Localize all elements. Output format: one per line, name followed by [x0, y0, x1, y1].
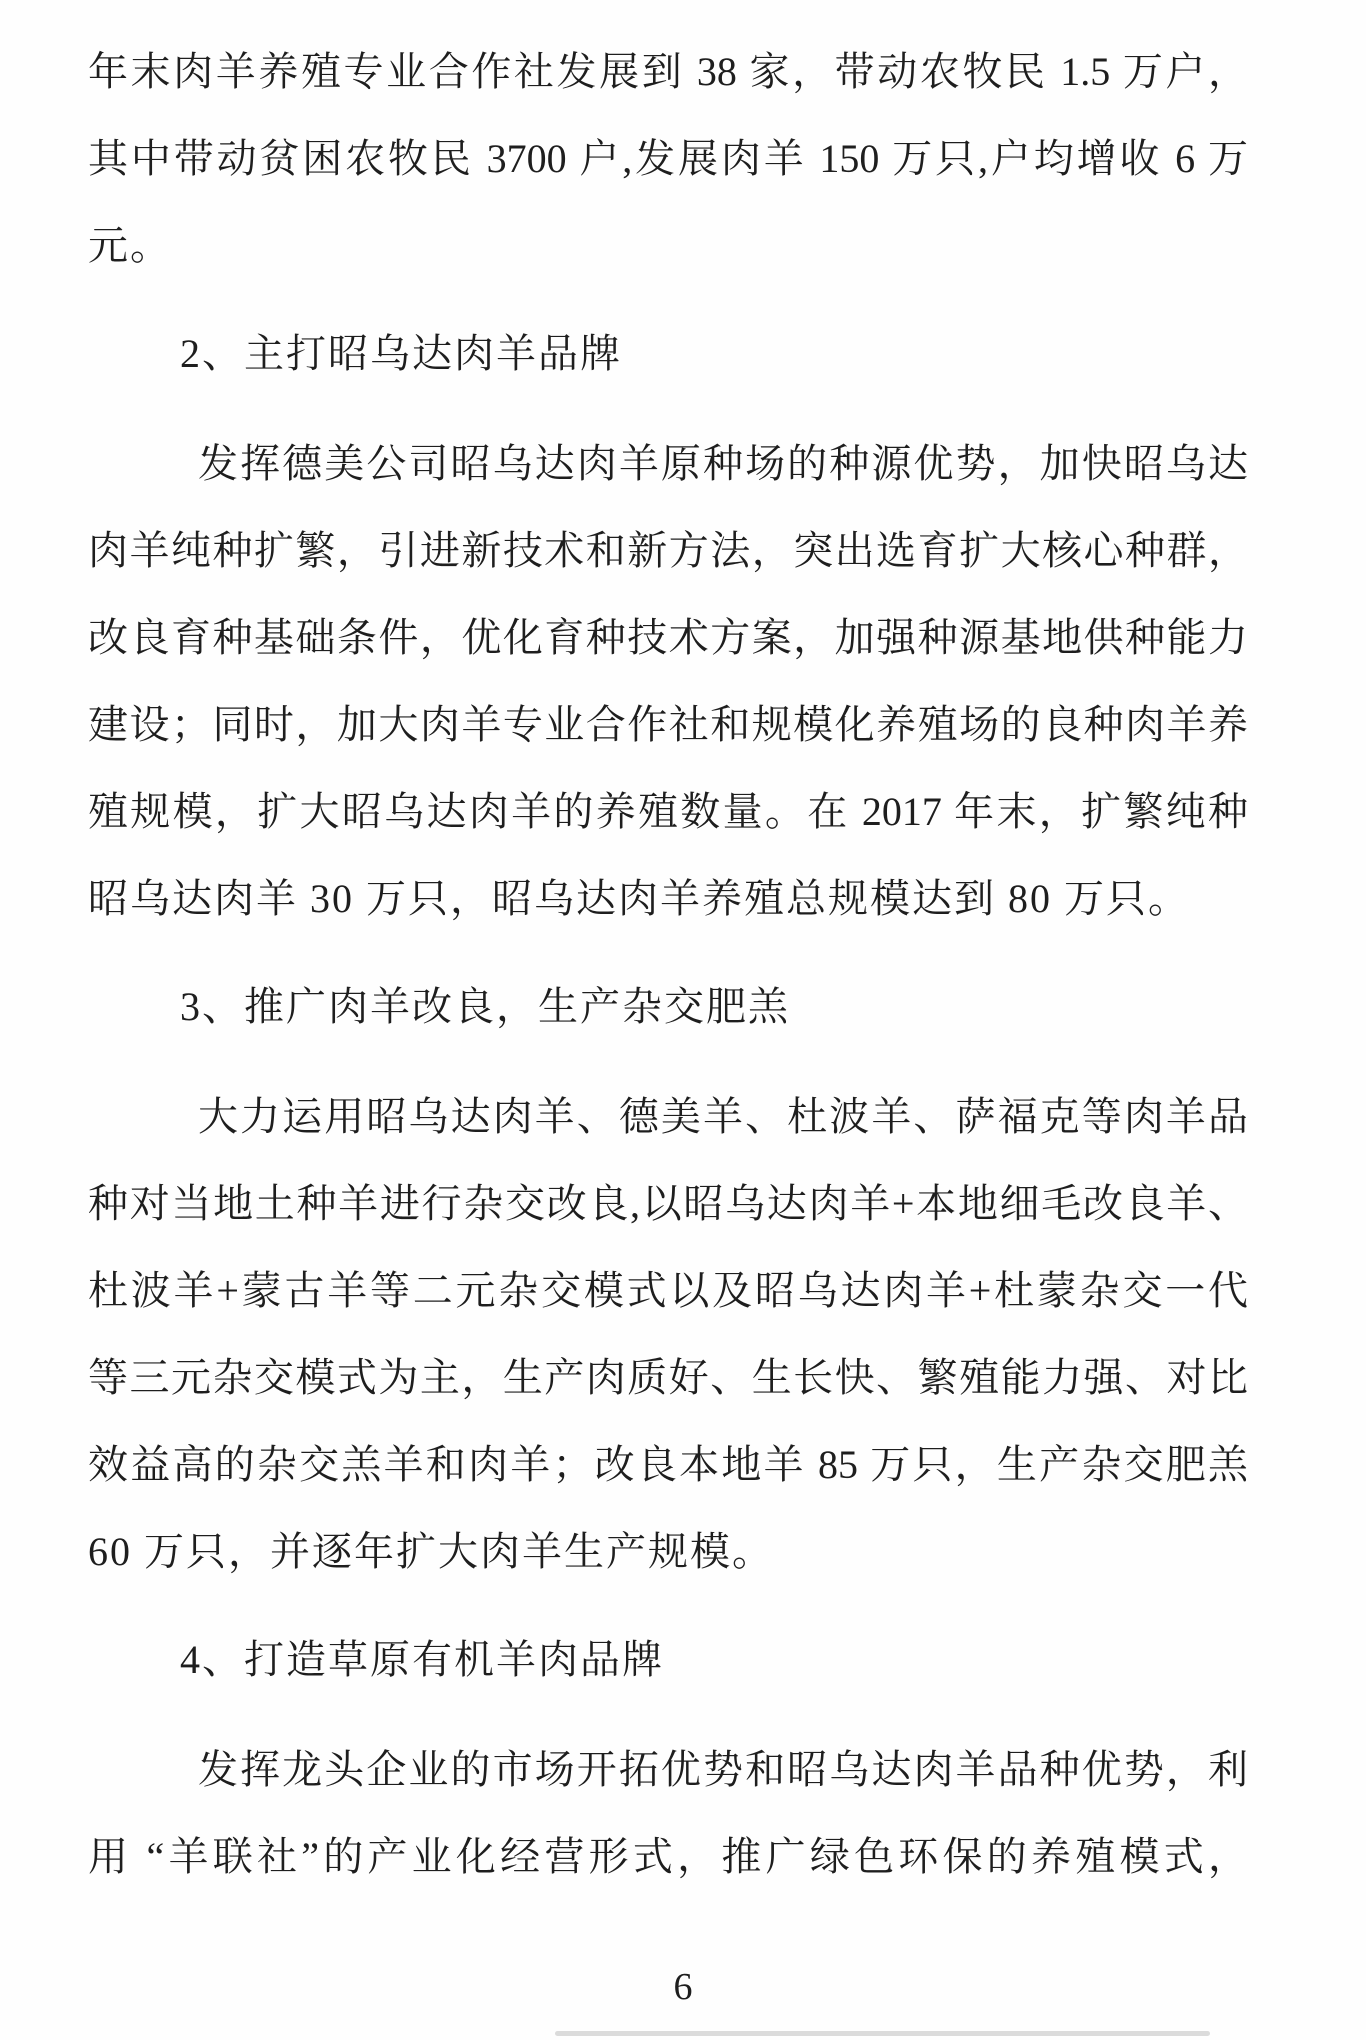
section-heading: 3、推广肉羊改良，生产杂交肥羔 — [180, 984, 790, 1029]
body-line: 效益高的杂交羔羊和肉羊；改良本地羊 85 万只，生产杂交肥羔 — [88, 1442, 1248, 1487]
section-heading: 2、主打昭乌达肉羊品牌 — [180, 331, 622, 376]
body-line: 昭乌达肉羊 30 万只，昭乌达肉羊养殖总规模达到 80 万只。 — [88, 876, 1190, 921]
body-line: 用 “羊联社”的产业化经营形式，推广绿色环保的养殖模式， — [88, 1834, 1248, 1879]
page-number: 6 — [673, 1966, 693, 2008]
body-line: 肉羊纯种扩繁，引进新技术和新方法，突出选育扩大核心种群， — [88, 528, 1248, 573]
body-line: 元。 — [88, 223, 172, 268]
body-line: 发挥德美公司昭乌达肉羊原种场的种源优势，加快昭乌达 — [198, 441, 1248, 486]
document-body — [88, 28, 1248, 1900]
body-line: 发挥龙头企业的市场开拓优势和昭乌达肉羊品种优势，利 — [198, 1747, 1248, 1792]
body-line: 等三元杂交模式为主，生产肉质好、生长快、繁殖能力强、对比 — [88, 1355, 1248, 1400]
body-line: 殖规模，扩大昭乌达肉羊的养殖数量。在 2017 年末，扩繁纯种 — [88, 789, 1248, 834]
body-line: 60 万只，并逐年扩大肉羊生产规模。 — [88, 1529, 774, 1574]
body-line: 种对当地土种羊进行杂交改良,以昭乌达肉羊+本地细毛改良羊、 — [88, 1181, 1248, 1226]
body-line: 改良育种基础条件，优化育种技术方案，加强种源基地供种能力 — [88, 615, 1248, 660]
body-line: 大力运用昭乌达肉羊、德美羊、杜波羊、萨福克等肉羊品 — [198, 1094, 1248, 1139]
body-line: 其中带动贫困农牧民 3700 户,发展肉羊 150 万只,户均增收 6 万 — [88, 136, 1248, 181]
body-line: 建设；同时，加大肉羊专业合作社和规模化养殖场的良种肉羊养 — [88, 702, 1248, 747]
scan-artifact-line — [555, 2031, 1210, 2036]
section-heading: 4、打造草原有机羊肉品牌 — [180, 1637, 664, 1682]
body-line: 杜波羊+蒙古羊等二元杂交模式以及昭乌达肉羊+杜蒙杂交一代 — [88, 1268, 1248, 1313]
body-line: 年末肉羊养殖专业合作社发展到 38 家，带动农牧民 1.5 万户， — [88, 49, 1248, 94]
